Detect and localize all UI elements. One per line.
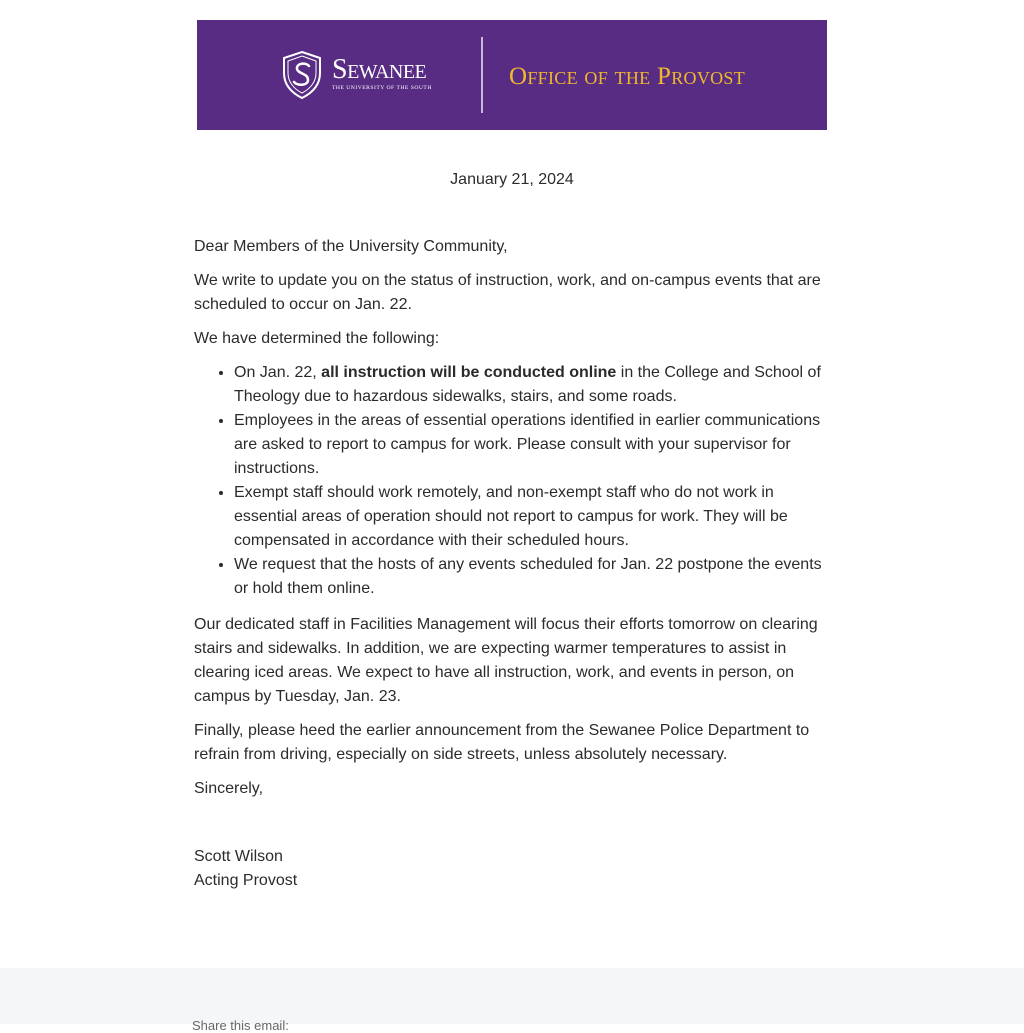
list-item-bold: all instruction will be conducted online xyxy=(321,364,617,381)
determination-list xyxy=(194,361,824,601)
facilities-paragraph: Our dedicated staff in Facilities Management will focus their efforts tomorrow on clearing stairs and sidewalks. In addition, we are expecting warmer temperatures to assist in clearing iced areas. We expect to have all instruction, work, and events in person, on campus by Tuesday, Jan. 23. xyxy=(194,616,818,705)
header-banner xyxy=(197,20,827,130)
sewanee-logo xyxy=(332,56,432,92)
signer-name: Scott Wilson xyxy=(194,848,283,865)
letter-date: January 21, 2024 xyxy=(450,171,574,188)
intro-paragraph: We write to update you on the status of instruction, work, and on-campus events that are scheduled to occur on Jan. 22. xyxy=(194,272,821,313)
list-item-text: On Jan. 22, xyxy=(234,364,322,381)
signature-block xyxy=(194,845,824,893)
list-item-text: in the College and School of Theology due to hazardous sidewalks, stairs, and some roads. xyxy=(234,364,821,405)
signer-title: Acting Provost xyxy=(194,872,298,889)
logo-tagline: THE UNIVERSITY OF THE SOUTH xyxy=(332,85,432,91)
police-paragraph: Finally, please heed the earlier announcement from the Sewanee Police Department to refrain from driving, especially on side streets, unless absolutely necessary. xyxy=(194,722,810,763)
list-item: • Exempt staff should work remotely, and non-exempt staff who do not work in essential areas of operation should not report to campus for work. They will be compensated in accordance with their scheduled hours. xyxy=(234,481,824,553)
sewanee-crest-icon xyxy=(282,51,322,99)
letter-body xyxy=(194,235,824,893)
list-item: • Employees in the areas of essential operations identified in earlier communications are asked to report to campus for work. Please consult with your supervisor for instructions. xyxy=(234,409,824,481)
list-item: • We request that the hosts of any events scheduled for Jan. 22 postpone the events or hold them online. xyxy=(234,553,824,601)
list-item xyxy=(234,361,824,409)
logo-name: Sewanee xyxy=(332,54,427,85)
salutation: Dear Members of the University Community, xyxy=(194,238,508,255)
banner-divider xyxy=(481,37,483,113)
share-label: Share this email: xyxy=(192,1018,289,1033)
email-footer xyxy=(0,968,1024,1033)
lead-paragraph: We have determined the following: xyxy=(194,330,440,347)
closing: Sincerely, xyxy=(194,780,264,797)
office-title: Office of the Provost xyxy=(509,63,746,90)
